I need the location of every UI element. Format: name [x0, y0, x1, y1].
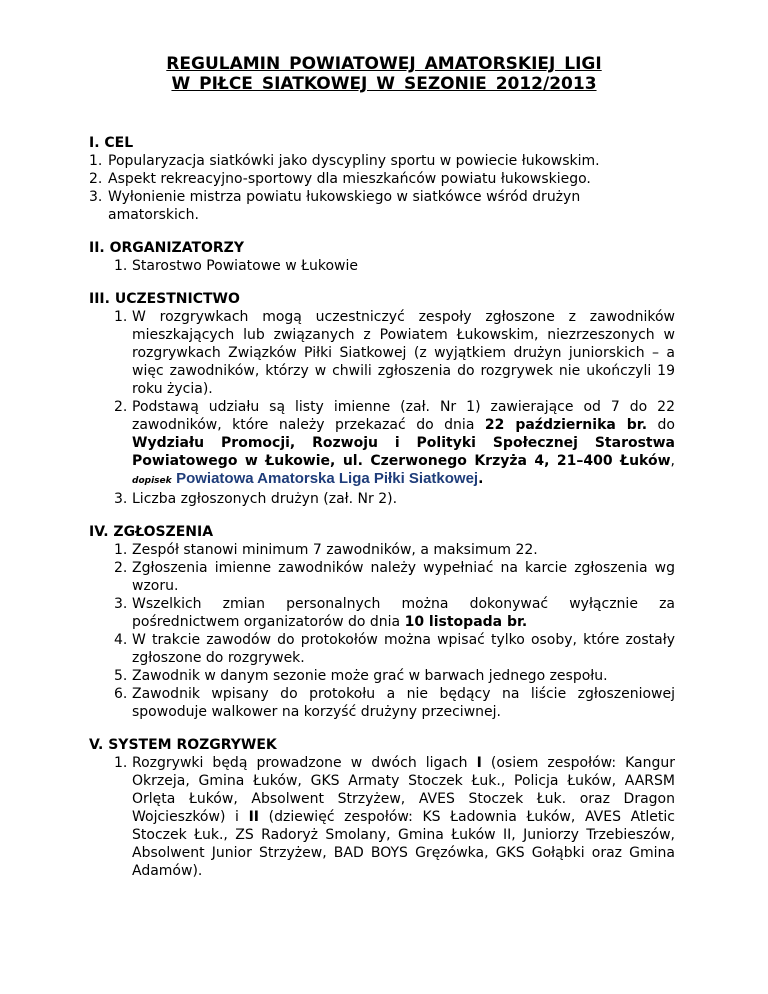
item-number: 1.: [114, 258, 128, 274]
item-number: 3.: [114, 596, 128, 612]
item-text: Starostwo Powiatowe w Łukowie: [132, 258, 358, 274]
section-list: [89, 257, 675, 275]
list-item: [89, 559, 675, 595]
list-item: [89, 631, 675, 667]
comma: ,: [670, 453, 675, 469]
section-heading: I. CEL: [89, 135, 134, 151]
section-cel: [89, 134, 675, 224]
item-text: W trakcie zawodów do protokołów można wpisać tylko osoby, które zostały zgłoszone do rozgrywek.: [132, 632, 675, 666]
list-item: [89, 667, 675, 685]
item-number: 3.: [114, 491, 128, 507]
item-text: Zespół stanowi minimum 7 zawodników, a maksimum 22.: [132, 542, 538, 558]
item-text: Liczba zgłoszonych drużyn (zał. Nr 2).: [132, 491, 398, 507]
list-item: [89, 170, 675, 188]
item-text: Podstawą udziału są listy imienne (zał. Nr 1) zawierające od 7 do 22 zawodników, które należy przekazać do dnia: [132, 399, 675, 433]
section-heading: V. SYSTEM ROZGRYWEK: [89, 737, 277, 753]
item-text: Wyłonienie mistrza powiatu łukowskiego w siatkówce wśród drużyn amatorskich.: [108, 189, 581, 223]
list-item: [89, 754, 675, 880]
deadline-date: 22 października br.: [484, 417, 648, 433]
office-address: Wydziału Promocji, Rozwoju i Polityki Społecznej Starostwa Powiatowego w Łukowie, ul. Czerwonego Krzyża 4, 21–400 Łuków: [132, 435, 675, 469]
section-system-rozgrywek: [89, 736, 675, 880]
league-two: II: [248, 809, 260, 825]
document-title: [0, 54, 768, 94]
item-text: Popularyzacja siatkówki jako dyscypliny sportu w powiecie łukowskim.: [108, 153, 600, 169]
list-item: [89, 152, 675, 170]
item-text: Aspekt rekreacyjno-sportowy dla mieszkańców powiatu łukowskiego.: [108, 171, 591, 187]
item-text: (dziewięć zespołów: KS Ładownia Łuków, AVES Atletic Stoczek Łuk., ZS Radoryż Smolany, Gmina Łuków II, Juniorzy Trzebieszów, Absolwent Junior Strzyżew, BAD BOYS Gręzówka, GKS Gołąbki oraz Gmina Adamów).: [132, 809, 675, 879]
list-item: [89, 188, 675, 224]
league-one: I: [476, 755, 482, 771]
section-organizatorzy: [89, 239, 675, 275]
note-label: dopisek: [132, 476, 172, 486]
period: .: [478, 471, 484, 487]
item-number: 2.: [114, 560, 128, 576]
list-item: [89, 490, 675, 508]
list-item: [89, 595, 675, 631]
section-heading: IV. ZGŁOSZENIA: [89, 524, 214, 540]
list-item: [89, 685, 675, 721]
item-number: 1.: [114, 542, 128, 558]
item-number: 2.: [89, 171, 103, 187]
item-text: W rozgrywkach mogą uczestniczyć zespoły zgłoszone z zawodników mieszkających lub związanych z Powiatem Łukowskim, niezrzeszonych w rozgrywkach Związków Piłki Siatkowej (z wyjątkiem drużyn juniorskich – a więc zawodników, którzy w chwili zgłoszenia do rozgrywek nie ukończyli 19 roku życia).: [132, 309, 675, 397]
list-item: [89, 308, 675, 398]
item-text: Rozgrywki będą prowadzone w dwóch ligach: [132, 755, 477, 771]
item-text: Zawodnik w danym sezonie może grać w barwach jednego zespołu.: [132, 668, 608, 684]
item-number: 3.: [89, 189, 103, 205]
section-list: [89, 541, 675, 721]
item-text: Zgłoszenia imienne zawodników należy wypełniać na karcie zgłoszenia wg wzoru.: [132, 560, 675, 594]
list-item: [89, 541, 675, 559]
item-number: 5.: [114, 668, 128, 684]
item-number: 2.: [114, 399, 128, 415]
item-number: 4.: [114, 632, 128, 648]
item-number: 6.: [114, 686, 128, 702]
item-number: 1.: [114, 309, 128, 325]
item-text: do: [647, 417, 675, 433]
section-list: [89, 308, 675, 508]
item-number: 1.: [89, 153, 103, 169]
deadline-date: 10 listopada br.: [404, 614, 528, 630]
section-zgloszenia: [89, 523, 675, 721]
item-text: (osiem zespołów: Kangur Okrzeja, Gmina Łuków, GKS Armaty Stoczek Łuk., Policja Łuków, AARSM Orlęta Łuków, Absolwent Strzyżew, AVES Stoczek Łuk. oraz Dragon Wojcieszków) i: [132, 755, 675, 825]
item-text: Zawodnik wpisany do protokołu a nie będący na liście zgłoszeniowej spowoduje walkower na korzyść drużyny przeciwnej.: [132, 686, 675, 720]
title-line-1: REGULAMIN POWIATOWEJ AMATORSKIEJ LIGI: [166, 54, 602, 74]
list-item: [89, 398, 675, 490]
list-item: [89, 257, 675, 275]
section-heading: II. ORGANIZATORZY: [89, 240, 244, 256]
league-name: Powiatowa Amatorska Liga Piłki Siatkowej: [176, 470, 479, 487]
title-line-2: W PIŁCE SIATKOWEJ W SEZONIE 2012/2013: [171, 74, 597, 94]
section-list: [89, 152, 675, 224]
section-uczestnictwo: [89, 290, 675, 508]
document-body: [89, 134, 675, 895]
section-list: [89, 754, 675, 880]
item-number: 1.: [114, 755, 128, 771]
item-text: Wszelkich zmian personalnych można dokonywać wyłącznie za pośrednictwem organizatorów do dnia: [132, 596, 675, 630]
section-heading: III. UCZESTNICTWO: [89, 291, 240, 307]
